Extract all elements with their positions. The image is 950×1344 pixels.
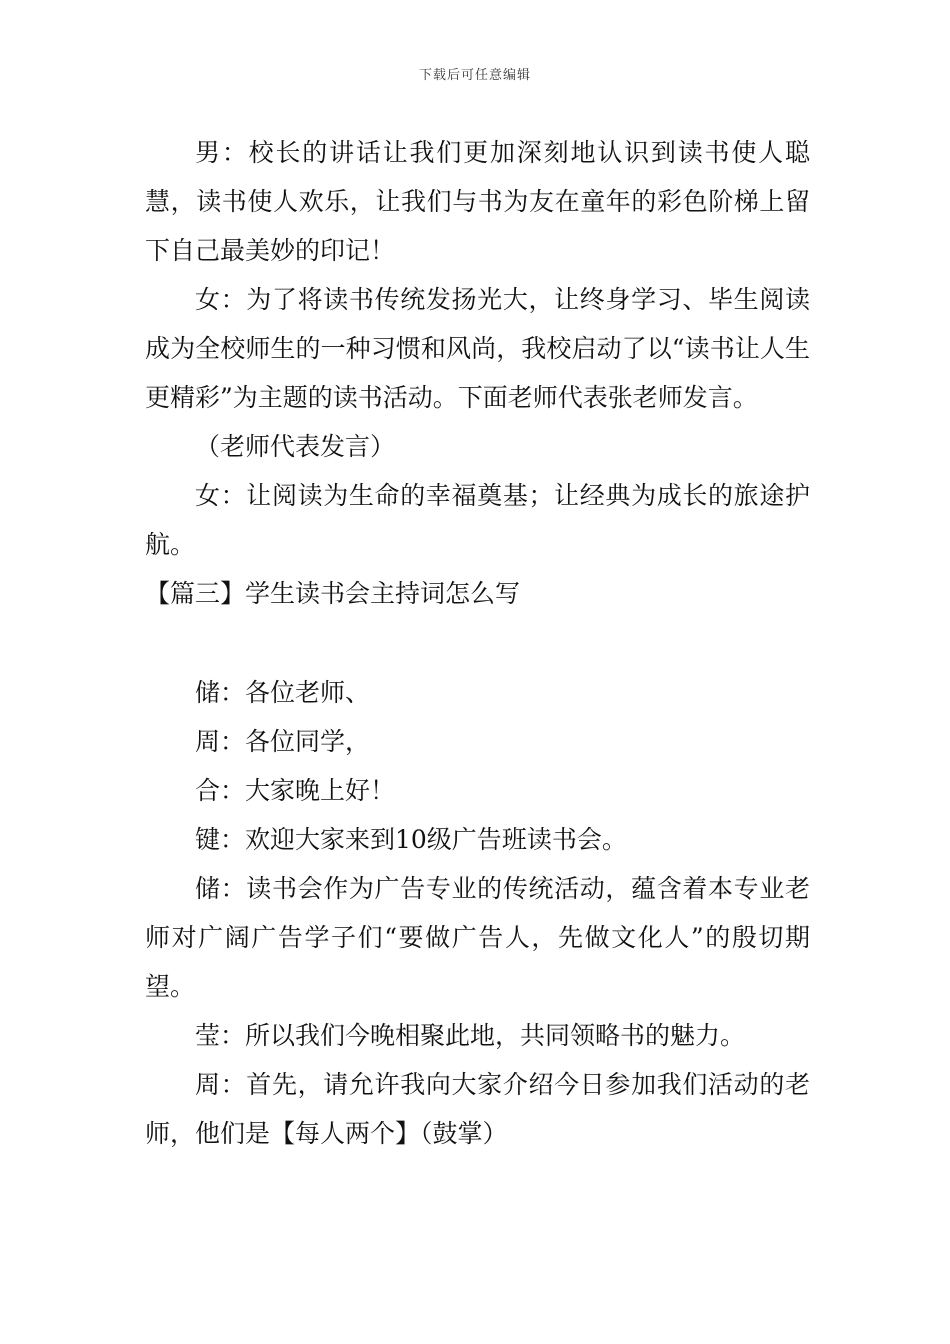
section-heading: 【篇三】学生读书会主持词怎么写: [145, 579, 521, 608]
paragraph: 周：各位同学，: [195, 727, 371, 756]
paragraph: 女：为了将读书传统发扬光大，让终身学习、毕生阅读成为全校师生的一种习惯和风尚，我校启动了以“读书让人生更精彩”为主题的读书活动。下面老师代表张老师发言。: [145, 285, 810, 412]
paragraph: 储：各位老师、: [195, 678, 371, 707]
paragraph: 键：欢迎大家来到10级广告班读书会。: [195, 825, 627, 854]
paragraph: 周：首先，请允许我向大家介绍今日参加我们活动的老师，他们是【每人两个】（鼓掌）: [145, 1070, 810, 1148]
paragraph: （老师代表发言）: [195, 432, 396, 461]
paragraph: 莹：所以我们今晚相聚此地，共同领略书的魅力。: [195, 1021, 746, 1050]
document-body: [145, 128, 810, 1158]
paragraph: 合：大家晚上好！: [195, 776, 396, 805]
paragraph: 储：读书会作为广告专业的传统活动，蕴含着本专业老师对广阔广告学子们“要做广告人，先做文化人”的殷切期望。: [145, 874, 810, 1001]
paragraph: 女：让阅读为生命的幸福奠基；让经典为成长的旅途护航。: [145, 481, 810, 559]
blank-line: [145, 618, 810, 668]
page-header-note: 下载后可任意编辑: [418, 68, 531, 83]
paragraph: 男：校长的讲话让我们更加深刻地认识到读书使人聪慧，读书使人欢乐，让我们与书为友在童年的彩色阶梯上留下自己最美妙的印记！: [145, 138, 810, 265]
